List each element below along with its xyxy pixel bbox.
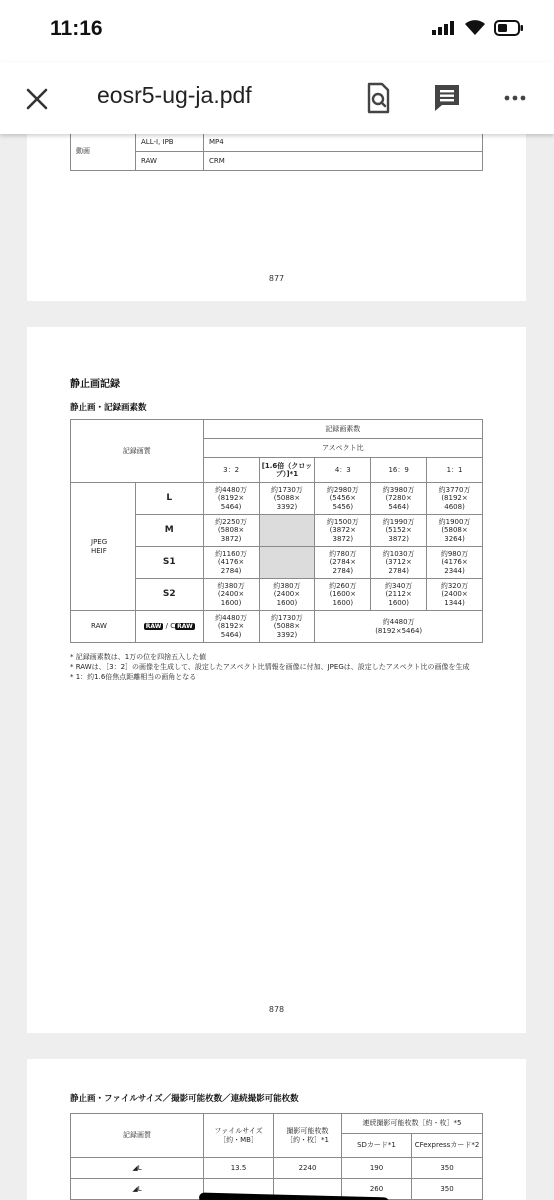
quality-cell: ◢L — [71, 1158, 204, 1179]
table-cell: 約3980万 (7280× 5464) — [371, 483, 427, 515]
table-cell: MP4 — [204, 133, 483, 152]
table-cell: 約340万 (2112× 1600) — [371, 579, 427, 611]
table-cell: 約1730万 (5088× 3392) — [259, 611, 315, 643]
table-cell: 動画 — [71, 133, 136, 171]
status-time: 11:16 — [50, 17, 103, 40]
group-jpeg-heif: JPEG HEIF — [71, 483, 136, 611]
table-cell: 約1990万 (5152× 3872) — [371, 515, 427, 547]
aspect-col: 3：2 — [203, 458, 259, 483]
status-icons — [432, 20, 524, 36]
header-filesize: ファイルサイズ ［約・MB］ — [204, 1114, 274, 1158]
section-subtitle: 静止画・ファイルサイズ／撮影可能枚数／連続撮影可能枚数 — [70, 1094, 299, 1104]
header-quality: 記録画質 — [71, 1114, 204, 1158]
signal-icon — [432, 21, 456, 35]
footnote: * 1：約1.6倍焦点距離相当の画角となる — [70, 673, 197, 682]
aspect-col: 16：9 — [371, 458, 427, 483]
raw-label: RAW — [71, 611, 136, 643]
table-cell: 約4480万 (8192×5464) — [315, 611, 483, 643]
pixel-count-table — [70, 419, 483, 643]
table-cell: 約2250万 (5808× 3872) — [203, 515, 259, 547]
page-number: 878 — [268, 1005, 285, 1014]
table-cell: 約1900万 (5808× 3264) — [427, 515, 483, 547]
table-cell: 約4480万 (8192× 5464) — [203, 611, 259, 643]
comment-icon — [432, 82, 462, 114]
craw-badge: RAW — [177, 623, 193, 631]
table-cell: 約3770万 (8192× 4608) — [427, 483, 483, 515]
section-subtitle: 静止画・記録画素数 — [70, 403, 147, 413]
find-in-page-button[interactable] — [363, 82, 393, 114]
find-in-page-icon — [363, 82, 393, 114]
table-cell: 約1160万 (4176× 2784) — [203, 547, 259, 579]
section-title: 静止画記録 — [70, 379, 120, 390]
aspect-col: 4：3 — [315, 458, 371, 483]
table-cell-empty — [259, 515, 315, 547]
quality-cell: ◢L — [71, 1179, 204, 1200]
table-cell: 350 — [412, 1158, 483, 1179]
table-cell: CRM — [204, 152, 483, 171]
table-cell: 190 — [342, 1158, 412, 1179]
raw-format-cell — [135, 611, 203, 643]
table-cell: 約4480万 (8192× 5464) — [203, 483, 259, 515]
close-button[interactable] — [22, 84, 52, 114]
table-cell: 13.5 — [204, 1158, 274, 1179]
table-cell: 約1500万 (3872× 3872) — [315, 515, 371, 547]
app-bar — [0, 62, 554, 134]
table-cell: 約1030万 (3712× 2784) — [371, 547, 427, 579]
table-cell: 2240 — [274, 1158, 342, 1179]
table-cell: 約1730万 (5088× 3392) — [259, 483, 315, 515]
video-format-table — [70, 132, 483, 171]
table-cell: 350 — [412, 1179, 483, 1200]
close-icon — [22, 84, 52, 114]
more-vert-icon — [503, 82, 527, 114]
header-aspect: アスペクト比 — [203, 439, 482, 458]
wifi-icon — [464, 20, 486, 36]
table-cell: 約780万 (2784× 2784) — [315, 547, 371, 579]
header-shots: 撮影可能枚数 ［約・枚］*1 — [274, 1114, 342, 1158]
table-cell: 約980万 (4176× 2344) — [427, 547, 483, 579]
file-size-table — [70, 1113, 483, 1200]
footnotes — [70, 652, 490, 682]
status-bar — [0, 0, 554, 62]
battery-icon — [494, 20, 524, 36]
footnote: * 記録画素数は、1万の位を四捨五入した値 — [70, 653, 207, 661]
table-cell: 約320万 (2400× 1344) — [427, 579, 483, 611]
table-cell: 約260万 (1600× 1600) — [315, 579, 371, 611]
header-burst: 連続撮影可能枚数［約・枚］*5 — [342, 1114, 483, 1134]
raw-separator: / C — [163, 622, 176, 631]
table-cell: 約380万 (2400× 1600) — [259, 579, 315, 611]
size-label: S2 — [135, 579, 203, 611]
size-label: M — [135, 515, 203, 547]
pdf-page-878 — [27, 327, 526, 1033]
header-pixels: 記録画素数 — [203, 420, 482, 439]
pdf-page-879 — [27, 1059, 526, 1200]
table-cell: RAW — [136, 152, 204, 171]
table-cell: 260 — [342, 1179, 412, 1200]
header-quality: 記録画質 — [71, 420, 204, 483]
footnote: * RAWは、［3：2］の画像を生成して、設定したアスペクト比情報を画像に付加、JPEGは、設定したアスペクト比の画像を生成 — [70, 663, 470, 672]
table-cell: 約380万 (2400× 1600) — [203, 579, 259, 611]
page-number: 877 — [268, 274, 285, 283]
table-cell: ALL-I, IPB — [136, 133, 204, 152]
document-title: eosr5-ug-ja.pdf — [97, 82, 252, 108]
size-label: L — [135, 483, 203, 515]
table-cell-empty — [259, 547, 315, 579]
raw-badge: RAW — [145, 623, 162, 631]
pdf-page-877 — [27, 132, 526, 301]
more-options-button[interactable] — [503, 82, 533, 114]
comments-button[interactable] — [432, 82, 462, 114]
header-sd: SDカード*1 — [342, 1134, 412, 1158]
size-label: S1 — [135, 547, 203, 579]
header-cf: CFexpressカード*2 — [412, 1134, 483, 1158]
aspect-col: 1：1 — [427, 458, 483, 483]
table-cell: 約2980万 (5456× 5456) — [315, 483, 371, 515]
aspect-col: [1.6倍（クロップ）]*1 — [259, 458, 315, 483]
